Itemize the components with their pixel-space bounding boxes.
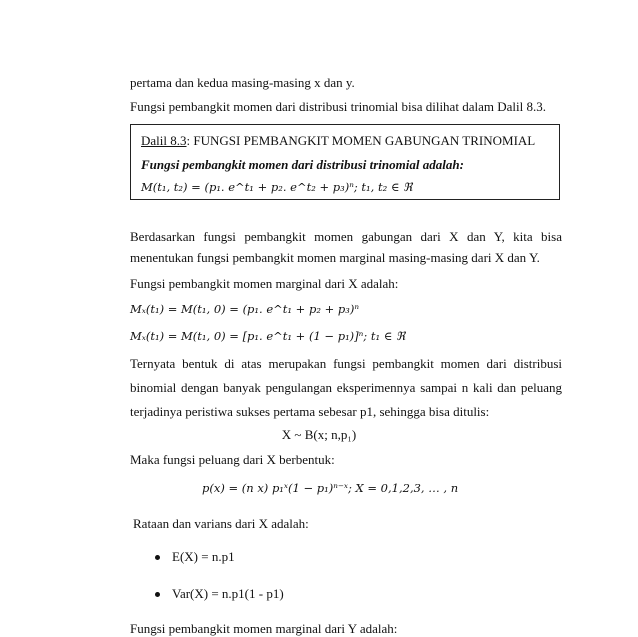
text-line: pertama dan kedua masing-masing x dan y. (130, 75, 355, 90)
distribution-notation: X ~ B(x; n,p₁) (281, 427, 357, 442)
paragraph-line: Berdasarkan fungsi pembangkit momen gabungan dari X dan Y, kita bisa (130, 229, 562, 244)
list-item: E(X) = n.p1 (172, 549, 235, 564)
theorem-title (141, 133, 535, 149)
theorem-formula: M(t₁, t₂) = (p₁. e^t₁ + p₂. e^t₂ + p₃)ⁿ; t₁, t₂ ∈ ℜ (141, 180, 413, 194)
paragraph-line: Fungsi pembangkit momen marginal dari Y adalah: (130, 621, 398, 636)
bullet-icon (155, 592, 160, 597)
formula-mgf-x2: Mₓ(t₁) = M(t₁, 0) = [p₁. e^t₁ + (1 − p₁)]ⁿ; t₁ ∈ ℜ (130, 329, 406, 343)
theorem-subtitle: Fungsi pembangkit momen dari distribusi trinomial adalah: (141, 157, 464, 172)
bullet-icon (155, 555, 160, 560)
paragraph-line: Rataan dan varians dari X adalah: (133, 516, 309, 531)
formula-mgf-x1: Mₓ(t₁) = M(t₁, 0) = (p₁. e^t₁ + p₂ + p₃)ⁿ (130, 302, 359, 316)
paragraph-line: Ternyata bentuk di atas merupakan fungsi pembangkit momen dari distribusi (130, 356, 562, 371)
paragraph-line: terjadinya peristiwa sukses pertama sebesar p1, sehingga bisa ditulis: (130, 404, 490, 419)
paragraph-line: binomial dengan banyak pengulangan eksperimennya sampai n kali dan peluang (130, 380, 562, 395)
paragraph-line: Maka fungsi peluang dari X berbentuk: (130, 452, 335, 467)
theorem-title-text: : FUNGSI PEMBANGKIT MOMEN GABUNGAN TRINOMIAL (186, 133, 536, 148)
theorem-ref: Dalil 8.3 (141, 133, 187, 148)
text-line: Fungsi pembangkit momen dari distribusi trinomial bisa dilihat dalam Dalil 8.3. (130, 99, 546, 114)
list-item: Var(X) = n.p1(1 - p1) (172, 586, 284, 601)
paragraph-line: menentukan fungsi pembangkit momen marginal masing-masing dari X dan Y. (130, 250, 540, 265)
paragraph-line: Fungsi pembangkit momen marginal dari X adalah: (130, 276, 399, 291)
formula-pmf: p(x) = (n x) p₁ˣ(1 − p₁)ⁿ⁻ˣ; X = 0,1,2,3, … , n (202, 481, 459, 495)
theorem-box (130, 124, 560, 200)
